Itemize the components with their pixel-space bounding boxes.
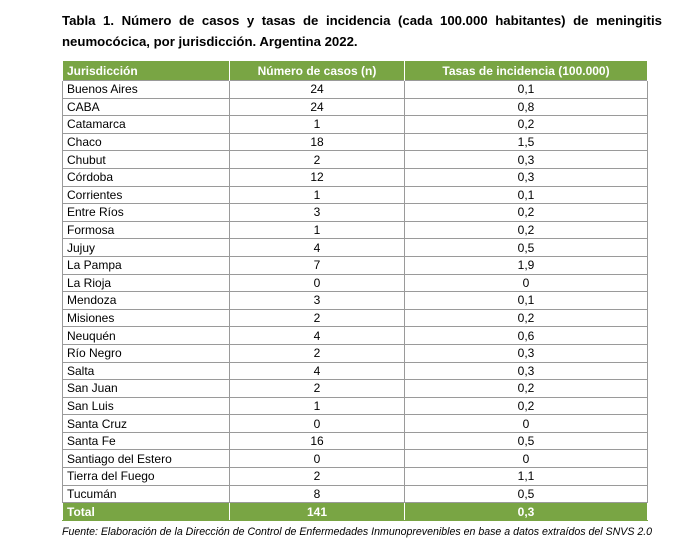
header-tasas-incidencia: Tasas de incidencia (100.000) [405,61,648,81]
cell-tasa: 0 [405,450,648,468]
table-row [63,468,648,486]
cell-tasa: 0,6 [405,327,648,345]
cell-numero-casos: 0 [230,274,405,292]
cell-numero-casos: 7 [230,256,405,274]
cell-tasa: 0,2 [405,204,648,222]
cell-tasa: 0,2 [405,397,648,415]
cell-jurisdiccion: CABA [63,98,230,116]
table-row [63,186,648,204]
table-row [63,362,648,380]
table-row [63,309,648,327]
cell-tasa: 0,5 [405,432,648,450]
cell-jurisdiccion: San Luis [63,397,230,415]
total-cell-jurisdiccion: Total [63,503,230,521]
cell-tasa: 0 [405,274,648,292]
cell-tasa: 0,3 [405,151,648,169]
cell-jurisdiccion: Río Negro [63,344,230,362]
cell-jurisdiccion: Buenos Aires [63,81,230,99]
total-cell-numero-casos: 141 [230,503,405,521]
table-row [63,151,648,169]
cell-jurisdiccion: Santiago del Estero [63,450,230,468]
cell-jurisdiccion: Chubut [63,151,230,169]
cell-numero-casos: 2 [230,380,405,398]
cell-tasa: 0,2 [405,221,648,239]
cell-numero-casos: 1 [230,116,405,134]
table-row [63,485,648,503]
cell-numero-casos: 4 [230,362,405,380]
cell-numero-casos: 1 [230,397,405,415]
cell-tasa: 1,9 [405,256,648,274]
table-body [63,81,648,521]
total-cell-tasa: 0,3 [405,503,648,521]
cell-jurisdiccion: Santa Cruz [63,415,230,433]
cell-jurisdiccion: San Juan [63,380,230,398]
cell-tasa: 0,5 [405,239,648,257]
cell-numero-casos: 16 [230,432,405,450]
cell-numero-casos: 24 [230,81,405,99]
cell-jurisdiccion: Misiones [63,309,230,327]
cell-numero-casos: 3 [230,292,405,310]
table-row [63,239,648,257]
cell-jurisdiccion: Tucumán [63,485,230,503]
table-row [63,204,648,222]
cell-numero-casos: 1 [230,186,405,204]
cell-tasa: 0,1 [405,292,648,310]
cell-jurisdiccion: La Rioja [63,274,230,292]
cell-tasa: 0,5 [405,485,648,503]
table-title [62,10,662,52]
cell-numero-casos: 4 [230,327,405,345]
table-row [63,133,648,151]
table-row [63,221,648,239]
cell-numero-casos: 4 [230,239,405,257]
table-header-row [63,61,648,81]
cell-tasa: 0,8 [405,98,648,116]
cell-numero-casos: 0 [230,450,405,468]
cell-numero-casos: 2 [230,151,405,169]
header-numero-casos: Número de casos (n) [230,61,405,81]
header-jurisdiccion: Jurisdicción [63,61,230,81]
cell-jurisdiccion: Neuquén [63,327,230,345]
cell-jurisdiccion: Entre Ríos [63,204,230,222]
cell-jurisdiccion: Mendoza [63,292,230,310]
cell-tasa: 0 [405,415,648,433]
cell-numero-casos: 8 [230,485,405,503]
cell-numero-casos: 2 [230,468,405,486]
cell-jurisdiccion: Córdoba [63,168,230,186]
cell-tasa: 1,5 [405,133,648,151]
table-row [63,344,648,362]
table-row [63,292,648,310]
table-row [63,380,648,398]
cell-jurisdiccion: La Pampa [63,256,230,274]
table-row [63,168,648,186]
table-row [63,450,648,468]
cell-jurisdiccion: Formosa [63,221,230,239]
cell-jurisdiccion: Salta [63,362,230,380]
cell-tasa: 0,3 [405,344,648,362]
cell-numero-casos: 18 [230,133,405,151]
table-title-line-1: Tabla 1. Número de casos y tasas de incidencia (cada 100.000 habitantes) de meningitis [62,13,662,28]
table-total-row [63,503,648,521]
cell-jurisdiccion: Corrientes [63,186,230,204]
cell-jurisdiccion: Santa Fe [63,432,230,450]
cell-tasa: 0,2 [405,116,648,134]
table-title-line-2: neumocócica, por jurisdicción. Argentina 2022. [62,34,358,49]
cell-numero-casos: 24 [230,98,405,116]
cell-jurisdiccion: Catamarca [63,116,230,134]
incidence-table [62,61,648,521]
cell-tasa: 0,3 [405,362,648,380]
cell-jurisdiccion: Tierra del Fuego [63,468,230,486]
table-row [63,81,648,99]
cell-numero-casos: 1 [230,221,405,239]
table-row [63,327,648,345]
cell-tasa: 0,2 [405,380,648,398]
cell-numero-casos: 0 [230,415,405,433]
cell-tasa: 0,3 [405,168,648,186]
cell-tasa: 0,1 [405,81,648,99]
cell-numero-casos: 3 [230,204,405,222]
cell-tasa: 0,1 [405,186,648,204]
table-row [63,432,648,450]
cell-jurisdiccion: Jujuy [63,239,230,257]
cell-numero-casos: 12 [230,168,405,186]
source-note: Fuente: Elaboración de la Dirección de Control de Enfermedades Inmunoprevenibles en base a datos extraídos del SNVS 2.0 [62,526,653,538]
cell-numero-casos: 2 [230,344,405,362]
cell-tasa: 0,2 [405,309,648,327]
cell-tasa: 1,1 [405,468,648,486]
table-row [63,415,648,433]
table-row [63,98,648,116]
cell-numero-casos: 2 [230,309,405,327]
table-row [63,116,648,134]
table-row [63,397,648,415]
table-row [63,274,648,292]
cell-jurisdiccion: Chaco [63,133,230,151]
table-row [63,256,648,274]
